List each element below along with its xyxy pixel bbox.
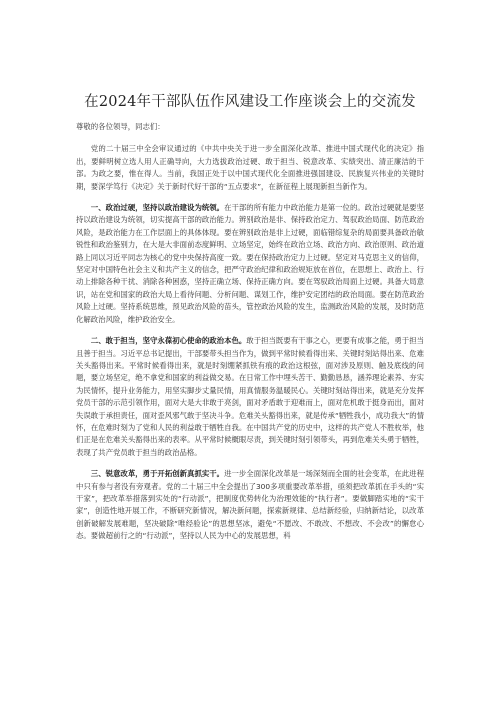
salutation: 尊敬的各位领导，同志们： (76, 122, 165, 131)
document-body (76, 121, 424, 552)
section-heading: 一、政治过硬，坚持以政治建设为统领。 (90, 203, 225, 213)
section-heading: 三、锐意改革，勇于开拓创新真抓实干。 (90, 469, 225, 479)
paragraph-text: 进一步全面深化改革是一场深刻而全面的社会变革，在此进程中只有参与者没有旁观者。党的二十届三中全会提出了300多项重要改革举措，亟须把改革抓在手头的“实干家”，把改革举措落到实处的“行动派”，把制度优势转化为治理效能的“执行者”。要做脚踏实地的“实干家”，创造性地开展工作，不断研究新情况，解决新问题，探索新规律、总结新经验，归纳新结论，以改革创新破解发展难题，坚决破除“唯经验论”的思想坚冰，避免“不愿改、不敢改、不想改、不会改”的懈怠心态。要做超前行之的“行动派”，坚持以人民为中心的发展思想，科 (76, 469, 424, 541)
paragraph-text: 党的二十届三中全会审议通过的《中共中央关于进一步全面深化改革、推进中国式现代化的决定》指出，要鲜明树立选人用人正确导向，大力选拔政治过硬、敢于担当、锐意改革、实绩突出、清正廉洁的干部。为政之要，惟在得人。当前，我国正处于以中国式现代化全面推进强国建设、民族复兴伟业的关键时期，要深学笃行《决定》关于新时代好干部的“五点要求”，在新征程上展现新担当新作为。 (76, 144, 424, 191)
paragraph-text: 在干部的所有能力中政治能力是第一位的。政治过硬就是要坚持以政治建设为统领，切实提高干部的政治能力。辨别政治是非、保持政治定力、驾驭政治局面、防范政治风险，是政治能力在工作层面上的具体体现。要在辨别政治是非上过硬，面临错综复杂的局面要具备政治敏锐性和政治鉴别力，在大是大非面前态度鲜明、立场坚定，始终在政治立场、政治方向、政治原则、政治道路上同以习近平同志为核心的党中央保持高度一致。要在保持政治定力上过硬。坚定对马克思主义的信仰，坚定对中国特色社会主义和共产主义的信念，把严守政治纪律和政治规矩放在首位，在思想上、政治上、行动上排除各种干扰、消除各种困惑，坚持正确立场、保持正确方向。要在驾驭政治局面上过硬。具备大局意识，站在党和国家的政治大局上看待问题、分析问题、谋划工作，维护安定团结的政治局面。要在防范政治风险上过硬。坚持系统思维，预见政治风险的苗头，管控政治风险的发生，监测政治风险的发展，及时防范化解政治风险，维护政治安全。 (76, 203, 424, 324)
section-heading: 二、敢于担当，坚守永葆初心使命的政治本色。 (90, 336, 247, 346)
paragraph-responsibility (76, 335, 424, 459)
paragraph-political (76, 202, 424, 326)
paragraph-text: 敢于担当既要有干事之心，更要有成事之能，勇于担当且善于担当。习近平总书记提出，干部要带头担当作为，做到平常时候看得出来、关键时刻站得出来、危难关头豁得出来。平常时候看得出来，就是时刻绷紧抓铁有痕的政治这根弦，面对涉及原则、触及底线的问题，要立场坚定，绝不拿党和国家的利益做交易。在日常工作中埋头苦干、勤勤恳恳，涵养理论素养、夯实为民情怀，提升业务能力，用坚实脚步丈量民情，用真情服务温暖民心。关键时刻站得出来，就是充分发挥党员干部的示范引领作用，面对大是大非敢于亮剑，面对矛盾敢于迎难而上，面对危机敢于挺身而出，面对失误敢于承担责任，面对歪风邪气敢于坚决斗争。危难关头豁得出来，就是传承“牺牲我小，成功我大”的情怀，在危难时刻为了党和人民的利益敢于牺牲自我。在中国共产党的历史中，这样的共产党人不胜枚举，他们正是在危难关头豁得出来的表率。从平常时候概眼尽责，到关键时刻引领带头，再到危难关头勇于牺牲，表现了共产党员敢于担当的政治品格。 (76, 336, 424, 457)
document-title: 在2024年干部队伍作风建设工作座谈会上的交流发 (84, 94, 416, 110)
paragraph-reform (76, 468, 424, 542)
paragraph-intro (76, 143, 424, 193)
